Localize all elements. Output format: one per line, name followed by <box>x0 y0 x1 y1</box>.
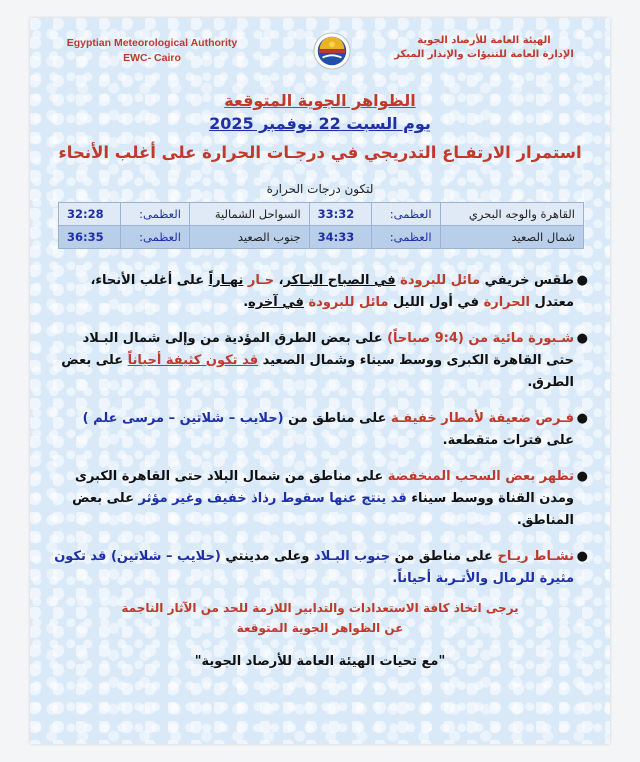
header-english <box>62 36 242 66</box>
bullet-dot-icon: ● <box>576 469 588 484</box>
max-label: العظمى: <box>372 226 440 249</box>
bullet-dot-icon: ● <box>576 549 588 564</box>
text-part: على بعض الطرق. <box>61 353 574 390</box>
max-label: العظمى: <box>121 203 189 226</box>
text-highlight: قد ينتج عنها سقوط رذاذ خفيف وغير مؤثر <box>138 491 407 506</box>
bullet-dot-icon: ● <box>576 411 588 426</box>
regards-line: "مع تحيات الهيئة العامة للأرصاد الجوية" <box>194 654 446 669</box>
text-part: على مناطق من <box>283 411 391 426</box>
max-label: العظمى: <box>372 203 440 226</box>
title-block <box>30 90 610 168</box>
header-arabic <box>384 34 584 62</box>
ema-logo-icon <box>313 32 351 70</box>
headline: استمرار الارتفـاع التدريجي في درجـات الحرارة على أغلب الأنحاء <box>58 143 582 162</box>
forecast-date: يوم السبت 22 نوفمبر 2025 <box>209 114 431 133</box>
header-ar-line2: الإدارة العامة للتنبؤات والإنذار المبكر <box>394 49 574 60</box>
bullet-item <box>52 270 590 314</box>
bulletin-page <box>30 18 610 744</box>
region-name: شمال الصعيد <box>440 226 583 249</box>
text-part: وعلى مدينتي <box>220 549 315 564</box>
text-highlight: نشـاط ريـاح <box>497 549 574 564</box>
max-value: 36:35 <box>59 226 121 249</box>
text-highlight: (حلايب – شلاتين – مرسى علم ) <box>82 411 284 426</box>
bullet-item <box>52 328 590 394</box>
max-value: 33:32 <box>309 203 371 226</box>
text-highlight: في الصباح البـاكر <box>283 273 396 288</box>
text-highlight: (9:4 صباحاً) <box>387 331 464 346</box>
text-part: في أول الليل <box>388 295 484 310</box>
text-highlight: تظهر بعض السحب المنخفضة <box>387 469 574 484</box>
temperature-table <box>58 202 584 249</box>
advisory-line1: يرجى اتخاذ كافة الاستعدادات والتدابير اللازمة للحد من الآثار الناجمة <box>121 601 519 615</box>
advisory-line2: عن الظواهر الجوية المتوقعة <box>236 621 404 635</box>
text-part: ، <box>274 273 284 288</box>
text-highlight: شـبورة مائية من <box>463 331 574 346</box>
page-title: الظواهر الجوية المتوقعة <box>224 91 416 110</box>
text-part: . <box>243 295 249 310</box>
text-highlight: في آخره <box>248 295 304 310</box>
text-highlight: (حلايب – شلاتين) <box>110 549 221 564</box>
bullet-item <box>52 466 590 532</box>
max-label: العظمى: <box>121 226 189 249</box>
text-highlight: قد تكون مثيرة للرمال والأتـربة أحياناً. <box>54 549 574 586</box>
text-part: طقس خريفي <box>480 273 574 288</box>
text-part: على مناطق من شمال البلاد حتى القاهرة الكبرى ومدن القناة ووسط سيناء <box>75 469 574 506</box>
bullet-dot-icon: ● <box>576 273 588 288</box>
region-name: القاهرة والوجه البحري <box>440 203 583 226</box>
header-en-line1: Egyptian Meteorological Authority <box>66 37 238 49</box>
bullet-dot-icon: ● <box>576 331 588 346</box>
header-ar-line1: الهيئة العامة للأرصاد الجوية <box>417 35 551 46</box>
bullet-item <box>52 546 590 590</box>
text-part: على فترات متقطعة. <box>442 433 574 448</box>
temperature-caption: لتكون درجات الحرارة <box>266 182 374 196</box>
table-row <box>59 226 584 249</box>
text-highlight: حـار <box>247 273 275 288</box>
bullet-item <box>52 408 590 452</box>
region-name: جنوب الصعيد <box>189 226 309 249</box>
text-highlight: نهـاراً <box>208 273 244 288</box>
text-highlight: قد تكون كثيفة أحياناً <box>127 353 259 368</box>
header-en-line2: EWC- Cairo <box>123 52 181 64</box>
text-highlight: مائل للبرودة <box>400 273 481 288</box>
max-value: 32:28 <box>59 203 121 226</box>
region-name: السواحل الشمالية <box>189 203 309 226</box>
text-highlight: الحرارة <box>483 295 530 310</box>
text-part: على أغلب الأنحاء، معتدل <box>90 273 574 310</box>
table-row <box>59 203 584 226</box>
text-part: على بعض المناطق. <box>72 491 574 528</box>
forecast-bullets <box>52 270 590 604</box>
text-highlight: فـرص ضعيفة لأمطار خفيفـة <box>390 411 574 426</box>
text-highlight: مائل للبرودة <box>308 295 389 310</box>
text-highlight: جنوب البـلاد <box>314 549 391 564</box>
text-part: على بعض الطرق المؤدية من وإلى شمال البـلاد حتى القاهرة الكبرى ووسط سيناء وشمال الصعيد <box>82 331 574 368</box>
max-value: 34:33 <box>309 226 371 249</box>
advisory-footer <box>30 598 610 638</box>
text-part: على مناطق من <box>390 549 498 564</box>
